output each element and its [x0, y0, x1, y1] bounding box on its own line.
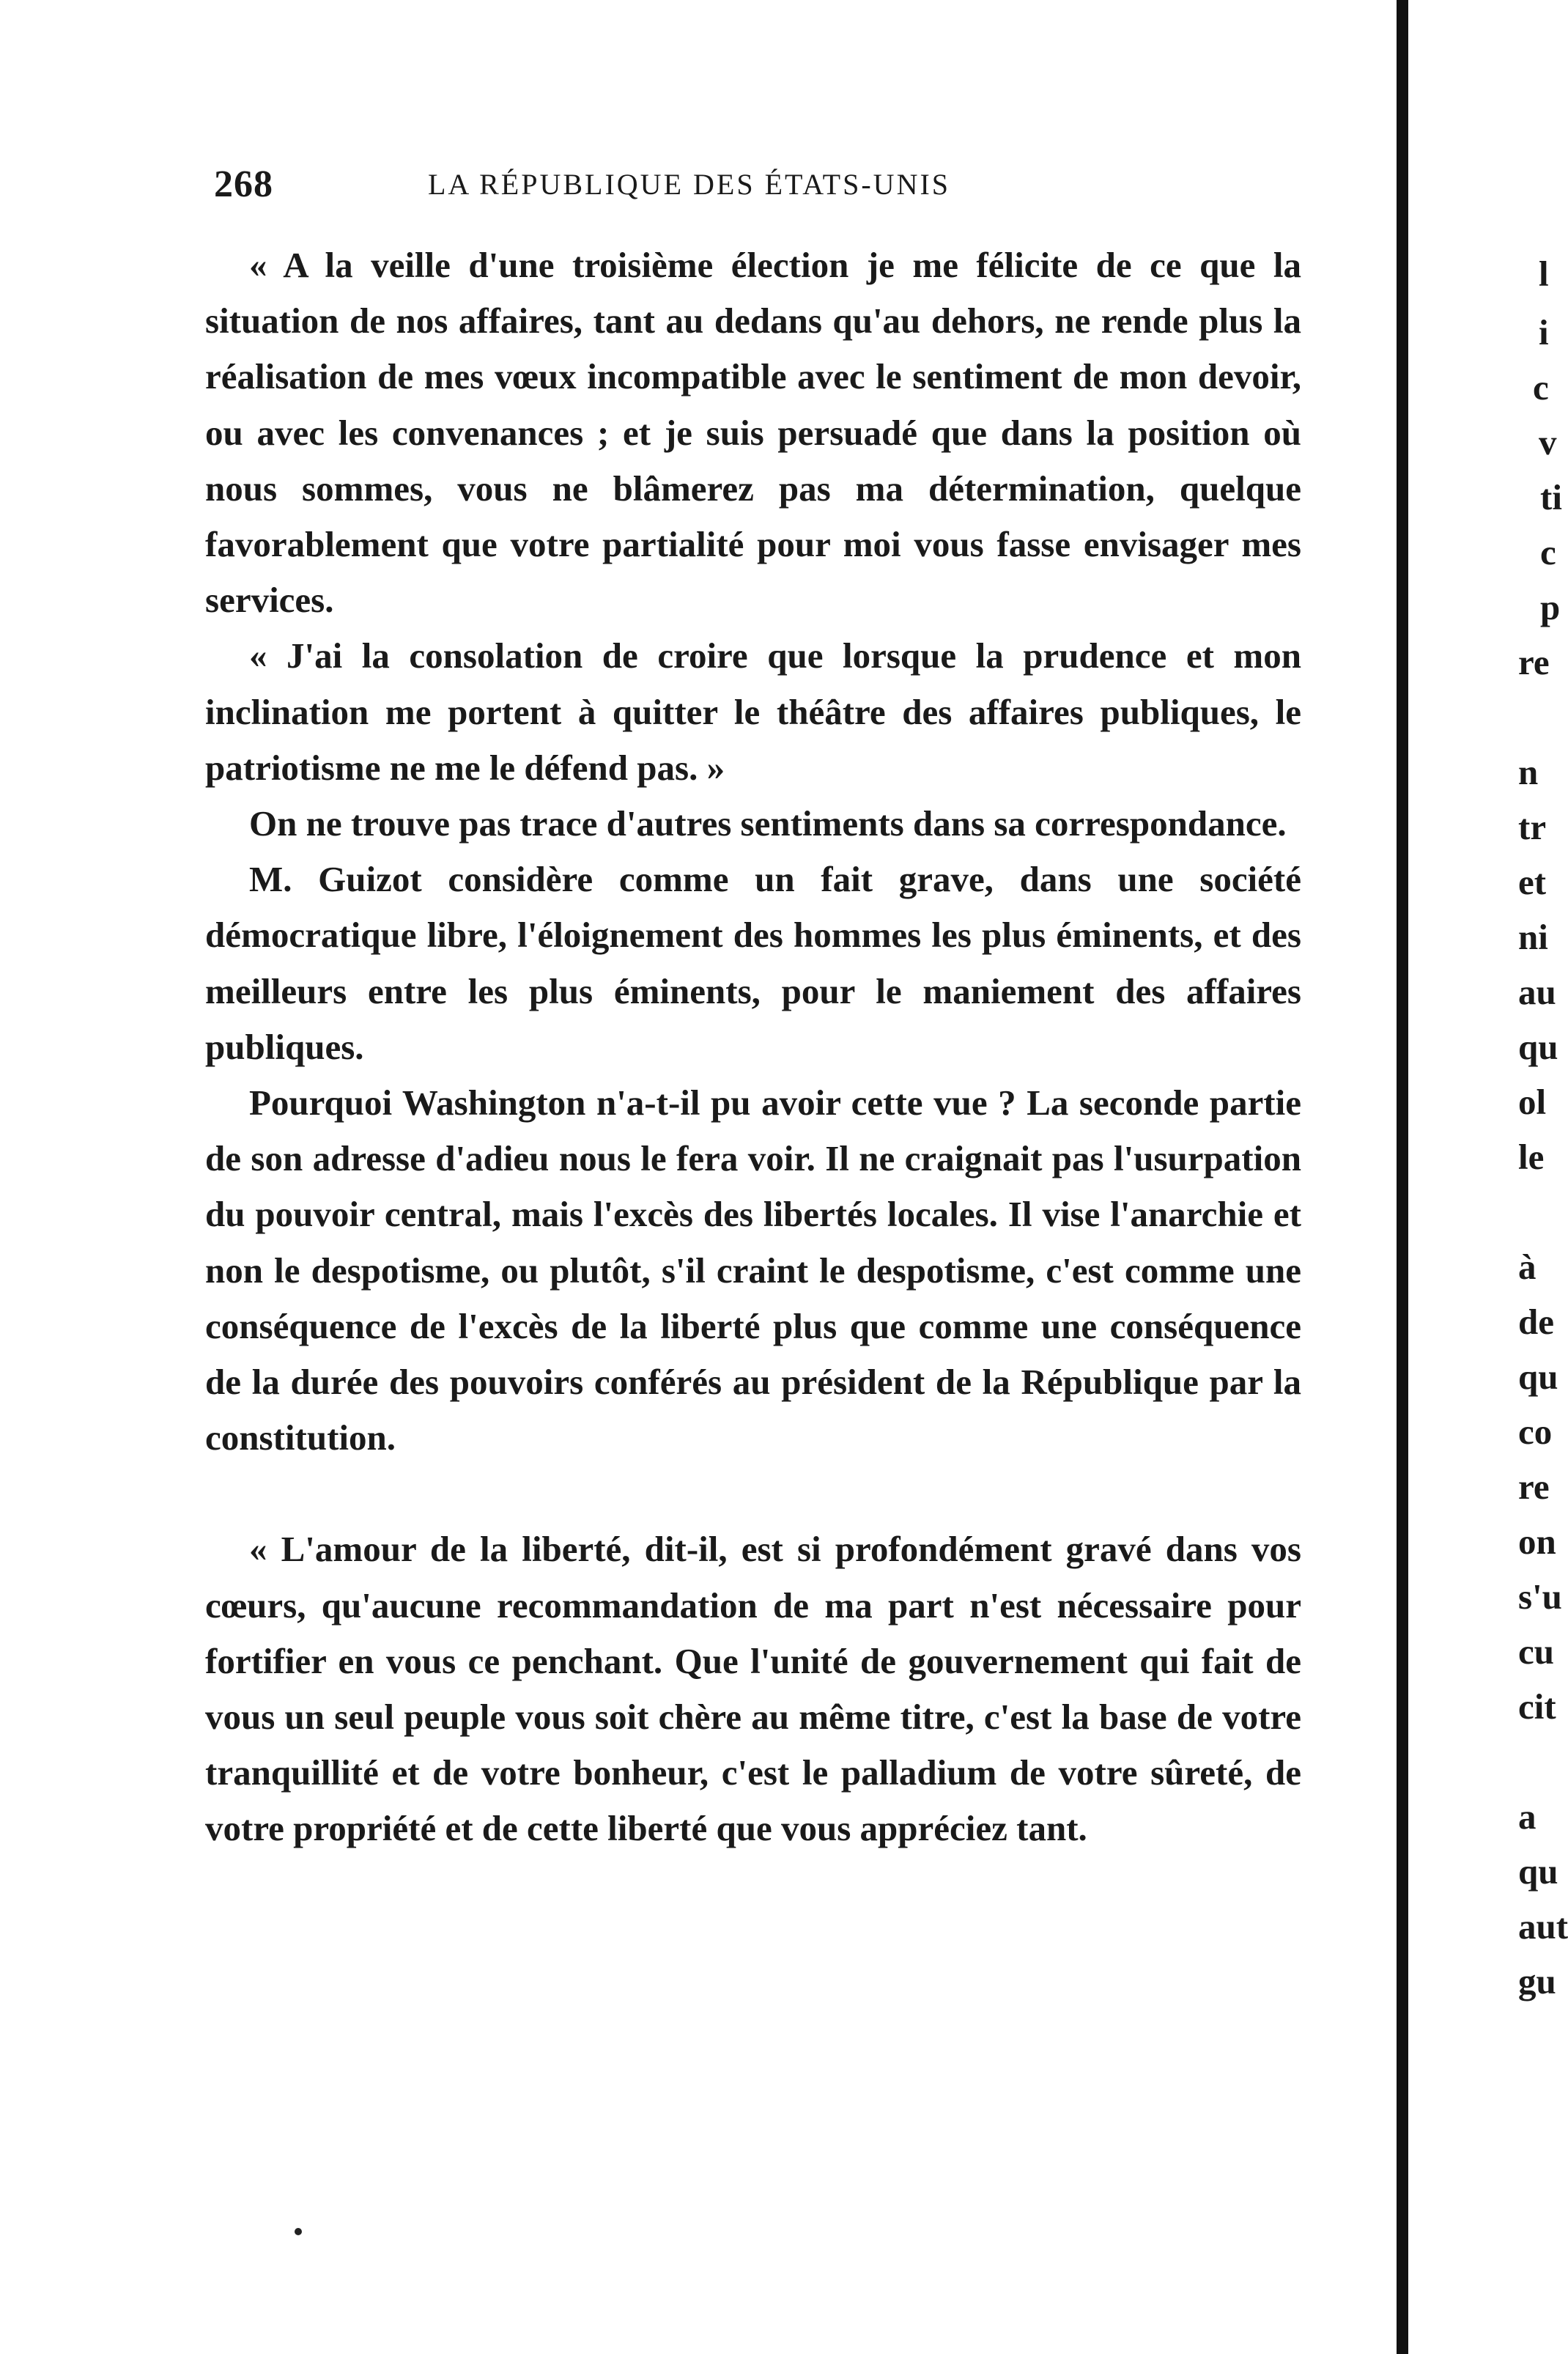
facing-page-fragment: p [1540, 587, 1561, 627]
paragraph-guizot: M. Guizot considère comme un fait grave, dans une société démocratique libre, l'éloignement des hommes les plus éminents, et des meilleurs entre les plus éminents, pour le maniement des affaires publiques. [205, 859, 1301, 1067]
facing-page-fragment: au [1518, 972, 1556, 1012]
facing-page-fragment: n [1518, 752, 1539, 792]
facing-page-fragment: ni [1518, 917, 1548, 957]
facing-page-fragment: i [1539, 312, 1549, 353]
paragraph-quote-liberty: « L'amour de la liberté, dit-il, est si profondément gravé dans vos cœurs, qu'aucune recommandation de ma part n'est nécessaire pour fortifier en vous ce penchant. Que l'unité de gouvernement qui fait de vous un seul peuple vous soit chère au même titre, c'est la base de votre tranquillité et de votre bonheur, c'est le palladium de votre sûreté, de votre propriété et de cette liberté que vous appréciez tant. [205, 1529, 1301, 1849]
facing-page-fragment: qu [1518, 1851, 1558, 1892]
facing-page-fragment: co [1518, 1412, 1553, 1452]
facing-page-fragment: cu [1518, 1631, 1554, 1672]
facing-page-fragment: qu [1518, 1027, 1558, 1067]
facing-page-fragment: gu [1518, 1961, 1556, 2001]
book-gutter [1397, 0, 1408, 2354]
facing-page-fragment: ti [1540, 477, 1562, 517]
facing-page-fragment: c [1533, 367, 1549, 407]
facing-page-edge [1408, 0, 1568, 2354]
paragraph-quote-consolation: « J'ai la consolation de croire que lorsque la prudence et mon inclination me portent à quitter le théâtre des affaires publiques, le patriotisme ne me le défend pas. » [205, 635, 1301, 788]
facing-page-fragment: s'u [1518, 1576, 1562, 1617]
facing-page-fragment: qu [1518, 1357, 1558, 1397]
facing-page-fragment: ol [1518, 1082, 1547, 1122]
facing-page-fragment: tr [1518, 807, 1547, 847]
facing-page-fragment: et [1518, 862, 1547, 902]
facing-page-fragment: cit [1518, 1686, 1556, 1727]
page-number: 268 [214, 163, 273, 205]
facing-page-fragment: on [1518, 1521, 1556, 1562]
running-title: LA RÉPUBLIQUE DES ÉTATS-UNIS [428, 168, 951, 201]
facing-page-fragment: à [1518, 1247, 1536, 1287]
page-header [214, 163, 1298, 214]
facing-page-fragment: c [1540, 532, 1556, 572]
facing-page-fragment: re [1518, 1466, 1550, 1507]
facing-page-fragment: l [1539, 254, 1549, 294]
facing-page-fragment: re [1518, 642, 1550, 682]
body-text [205, 237, 1301, 1857]
facing-page-fragment: le [1518, 1137, 1545, 1177]
paragraph-washington-view: Pourquoi Washington n'a-t-il pu avoir cette vue ? La seconde partie de son adresse d'adieu nous le fera voir. Il ne craignait pas l'usurpation du pouvoir central, mais l'excès des libertés locales. Il vise l'anarchie et non le despotisme, ou plutôt, s'il craint le despotisme, c'est comme une conséquence de l'excès de la liberté plus que comme une conséquence de la durée des pouvoirs conférés au président de la République par la constitution. [205, 1082, 1301, 1458]
facing-page-fragment: a [1518, 1796, 1536, 1837]
facing-page-fragment: de [1518, 1302, 1554, 1342]
facing-page-fragment: v [1539, 422, 1557, 462]
ink-speck [295, 2228, 302, 2235]
paragraph-correspondence: On ne trouve pas trace d'autres sentiments dans sa correspondance. [249, 803, 1287, 844]
paragraph-quote-third-election: « A la veille d'une troisième élection je me félicite de ce que la situation de nos affaires, tant au dedans qu'au dehors, ne rende plus la réalisation de mes vœux incompatible avec le sentiment de mon devoir, ou avec les convenances ; et je suis persuadé que dans la position où nous sommes, vous ne blâmerez pas ma détermination, quelque favorablement que votre partialité pour moi vous fasse envisager mes services. [205, 245, 1301, 621]
facing-page-fragment: aut [1518, 1906, 1568, 1947]
